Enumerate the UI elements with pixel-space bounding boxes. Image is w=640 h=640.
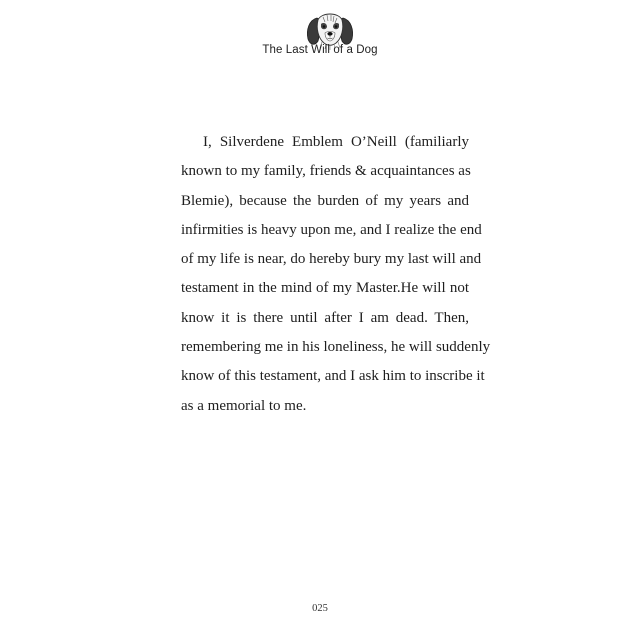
text-line: remembering me in his loneliness, he will suddenly — [181, 339, 491, 356]
text-line: I, Silverdene Emblem O’Neill (familiarly — [203, 134, 469, 150]
text-line: Blemie), because the burden of my years and — [181, 192, 469, 209]
running-header-title: The Last Will of a Dog — [262, 44, 378, 56]
text-line: of my life is near, do hereby bury my last will and — [181, 251, 482, 268]
text-line: infirmities is heavy upon me, and I realize the end — [181, 221, 482, 238]
text-line-last: as a memorial to me. — [181, 397, 307, 414]
text-line: testament in the mind of my Master.He will not — [181, 280, 469, 297]
body-paragraph — [181, 128, 491, 421]
text-line: know it is there until after I am dead. Then, — [181, 309, 469, 326]
page-number: 025 — [312, 603, 328, 614]
text-line: know of this testament, and I ask him to inscribe it — [181, 368, 485, 385]
text-line: known to my family, friends & acquaintances as — [181, 163, 471, 180]
